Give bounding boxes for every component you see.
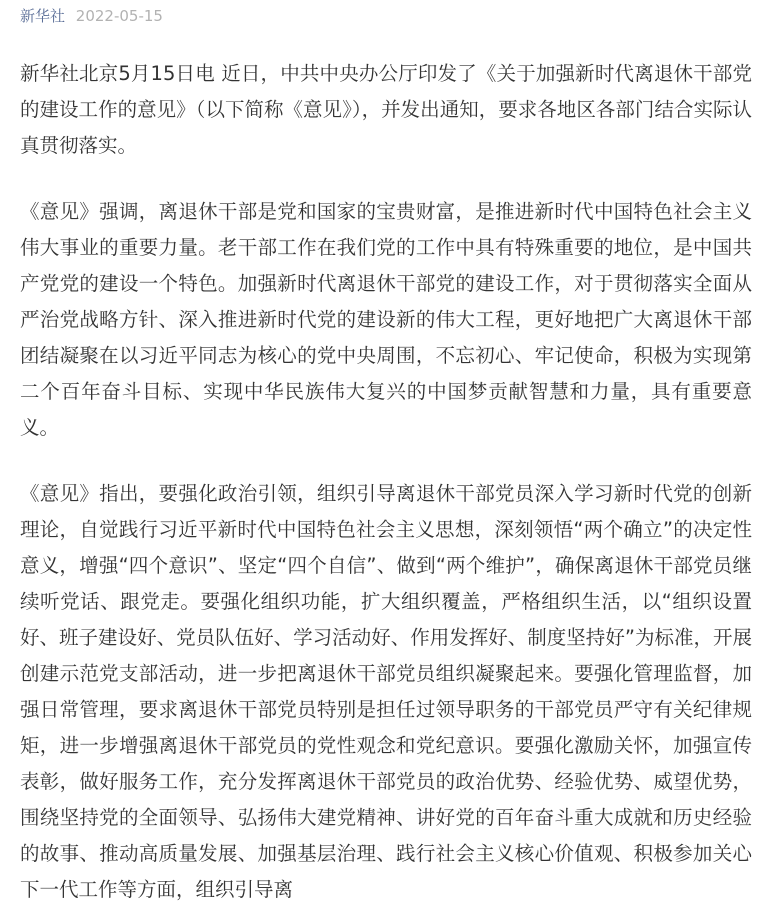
publish-date: 2022-05-15	[75, 7, 163, 25]
paragraph-3: 《意见》指出，要强化政治引领，组织引导离退休干部党员深入学习新时代党的创新理论，自觉践行习近平新时代中国特色社会主义思想，深刻领悟“两个确立”的决定性意义，增强“四个意识”、坚定“四个自信”、做到“两个维护”，确保离退休干部党员继续听党话、跟党走。要强化组织功能，扩大组织覆盖，严格组织生活，以“组织设置好、班子建设好、党员队伍好、学习活动好、作用发挥好、制度坚持好”为标准，开展创建示范党支部活动，进一步把离退休干部党员组织凝聚起来。要强化管理监督，加强日常管理，要求离退休干部党员特别是担任过领导职务的干部党员严守有关纪律规矩，进一步增强离退休干部党员的党性观念和党纪意识。要强化激励关怀，加强宣传表彰，做好服务工作，充分发挥离退休干部党员的政治优势、经验优势、威望优势，围绕坚持党的全面领导、弘扬伟大建党精神、讲好党的百年奋斗重大成就和历史经验的故事、推动高质量发展、加强基层治理、践行社会主义核心价值观、积极参加关心下一代工作等方面，组织引导离	[20, 482, 752, 901]
paragraph-gap	[20, 446, 752, 476]
article-meta	[20, 6, 163, 26]
paragraph-gap	[20, 164, 752, 194]
article-body	[20, 56, 752, 908]
paragraph-2: 《意见》强调，离退休干部是党和国家的宝贵财富，是推进新时代中国特色社会主义伟大事业的重要力量。老干部工作在我们党的工作中具有特殊重要的地位，是中国共产党党的建设一个特色。加强新时代离退休干部党的建设工作，对于贯彻落实全面从严治党战略方针、深入推进新时代党的建设新的伟大工程，更好地把广大离退休干部团结凝聚在以习近平同志为核心的党中央周围，不忘初心、牢记使命，积极为实现第二个百年奋斗目标、实现中华民族伟大复兴的中国梦贡献智慧和力量，具有重要意义。	[20, 200, 752, 439]
paragraph-1: 新华社北京5月15日电 近日，中共中央办公厅印发了《关于加强新时代离退休干部党的建设工作的意见》（以下简称《意见》），并发出通知，要求各地区各部门结合实际认真贯彻落实。	[20, 62, 752, 157]
source-link[interactable]: 新华社	[20, 7, 66, 25]
